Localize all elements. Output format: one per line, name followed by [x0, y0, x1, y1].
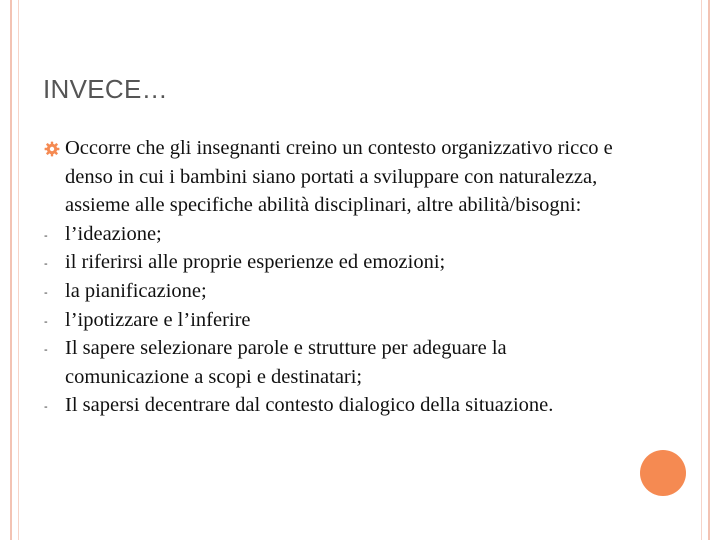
slide-title: INVECE…: [43, 74, 168, 104]
dash-marker: -: [44, 229, 48, 242]
list-item: [44, 391, 624, 420]
bullet-list: [44, 134, 624, 420]
list-item: [44, 334, 624, 391]
list-item: [44, 220, 624, 249]
dash-marker: -: [44, 286, 48, 299]
list-item-text: la pianificazione;: [65, 279, 207, 302]
list-item: [44, 277, 624, 306]
list-item-text: il riferirsi alle proprie esperienze ed emozioni;: [65, 251, 446, 274]
list-item-text: Il sapersi decentrare dal contesto dialogico della situazione.: [65, 394, 554, 417]
dash-marker: -: [44, 258, 48, 271]
list-item-text: l’ideazione;: [65, 222, 162, 245]
dash-marker: -: [44, 401, 48, 414]
dash-marker: -: [44, 344, 48, 357]
list-item-text: l’ipotizzare e l’inferire: [65, 308, 251, 331]
list-item-text: Occorre che gli insegnanti creino un contesto organizzativo ricco e denso in cui i bambini siano portati a sviluppare con naturalezza, assieme alle specifiche abilità disciplinari, altre abilità/bisogni:: [65, 137, 613, 217]
decorative-circle: [640, 450, 686, 496]
dash-marker: -: [44, 315, 48, 328]
list-item-text: Il sapere selezionare parole e strutture per adeguare la comunicazione a scopi e destinatari;: [65, 337, 507, 388]
list-item: [44, 248, 624, 277]
list-item: [44, 134, 624, 220]
list-item: [44, 306, 624, 335]
